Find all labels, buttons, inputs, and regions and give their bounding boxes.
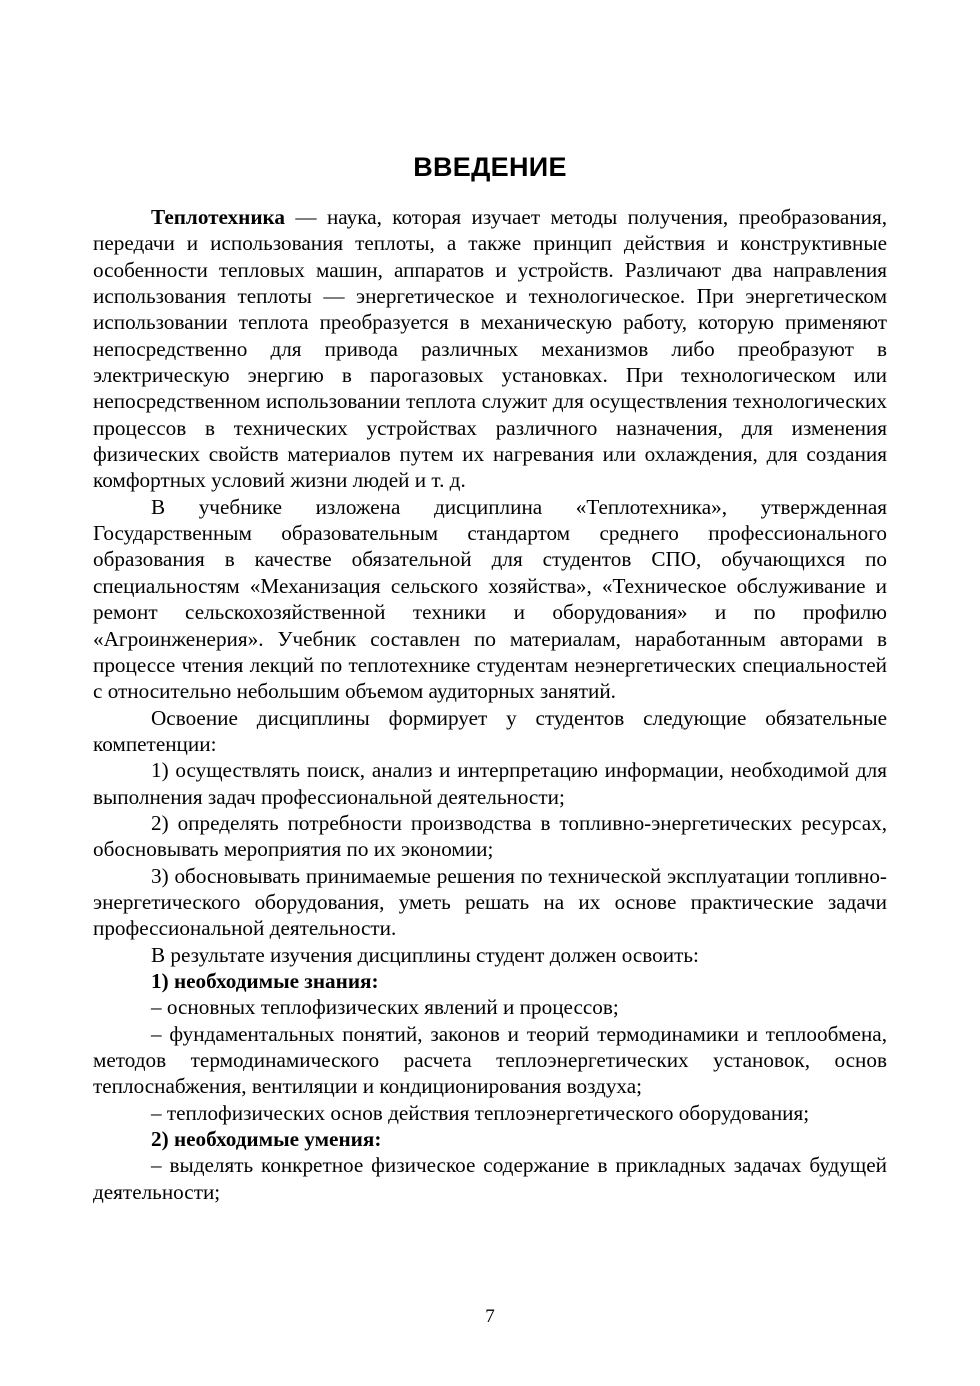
paragraph-textbook: В учебнике изложена дисциплина «Теплотехника», утвержденная Государственным образовательным стандартом среднего профессионального образования в качестве обязательной для студентов СПО, обучающихся по специальностям «Механизация сельского хозяйства», «Техническое обслуживание и ремонт сельскохозяйственной техники и оборудования» и по профилю «Агроинженерия». Учебник составлен по материалам, наработанным авторами в процессе чтения лекций по теплотехнике студентам неэнергетических специальностей с относительно небольшим объемом аудиторных занятий. [93,494,887,704]
body-text [93,204,887,1205]
page [93,0,887,1386]
definition-text: — наука, которая изучает методы получения, преобразования, передачи и использования теплоты, а также принцип действия и конструктивные особенности тепловых машин, аппаратов и устройств. Различают два направления использования теплоты — энергетическое и технологическое. При энергетическом использовании теплота преобразуется в механическую работу, которую применяют непосредственно для привода различных механизмов либо преобразуют в электрическую энергию в парогазовых установках. При технологическом или непосредственном использовании теплота служит для осуществления технологических процессов в технических устройствах различного назначения, для изменения физических свойств материалов путем их нагревания или охлаждения, для создания комфортных условий жизни людей и т. д. [93,205,887,493]
competency-2: 2) определять потребности производства в топливно-энергетических ресурсах, обосновывать мероприятия по их экономии; [93,810,887,862]
competency-1: 1) осуществлять поиск, анализ и интерпретацию информации, необходимой для выполнения задач профессиональной деятельности; [93,758,887,809]
term-heat-engineering: Теплотехника [151,205,286,229]
page-title: ВВЕДЕНИЕ [413,152,567,182]
heading-knowledge-text: 1) необходимые знания: [151,968,379,993]
paragraph-definition [93,204,887,494]
knowledge-item-3: – теплофизических основ действия теплоэнергетического оборудования; [151,1100,810,1125]
heading-knowledge [93,968,887,994]
paragraph-competencies-intro: Освоение дисциплины формирует у студентов следующие обязательные компетенции: [93,705,887,756]
skill-item-1: – выделять конкретное физическое содержание в прикладных задачах будущей деятельности; [93,1153,887,1204]
paragraph-results-intro: В результате изучения дисциплины студент должен освоить: [151,942,699,967]
knowledge-item-1: – основных теплофизических явлений и процессов; [151,995,619,1020]
competency-3: 3) обосновывать принимаемые решения по технической эксплуатации топливно-энергетического оборудования, уметь решать на их основе практические задачи профессиональной деятельности. [93,863,887,941]
heading-skills-text: 2) необходимые умения: [151,1127,382,1152]
heading-skills [93,1126,887,1152]
knowledge-item-2: – фундаментальных понятий, законов и теорий термодинамики и теплообмена, методов термодинамического расчета теплоэнергетических установок, основ теплоснабжения, вентиляции и кондиционирования воздуха; [93,1021,887,1099]
page-number: 7 [485,1306,495,1327]
